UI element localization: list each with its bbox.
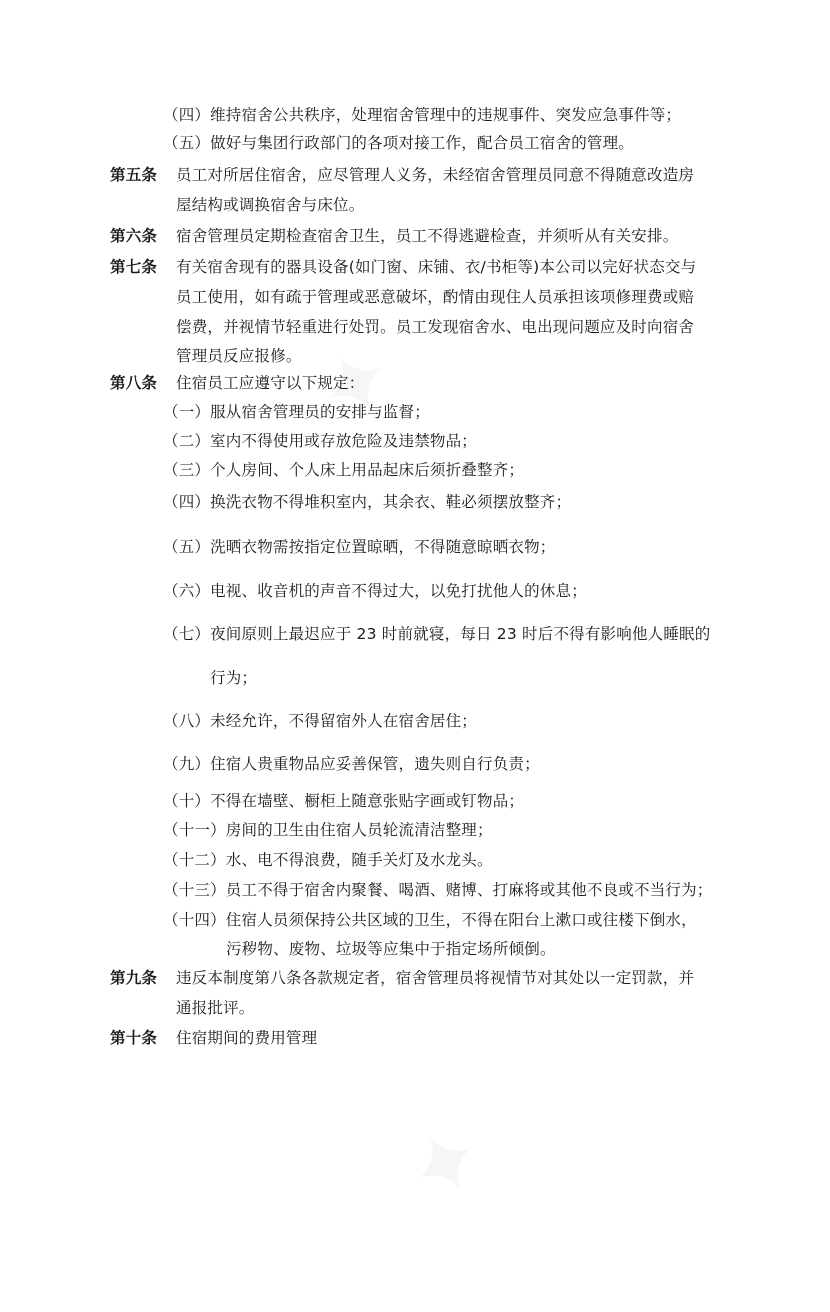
article-line-cont: 通报批评。 — [176, 999, 255, 1017]
clause-line: （五）做好与集团行政部门的各项对接工作，配合员工宿舍的管理。 — [163, 134, 635, 152]
clause-line: （一）服从宿舍管理员的安排与监督； — [163, 403, 430, 421]
clause-line: （十一）房间的卫生由住宿人员轮流清洁整理； — [163, 821, 493, 839]
clause-line: （四）维持宿舍公共秩序，处理宿舍管理中的违规事件、突发应急事件等； — [163, 106, 682, 124]
article-number: 第六条 — [110, 227, 158, 245]
clause-line: （九）住宿人贵重物品应妥善保管，遗失则自行负责； — [163, 755, 540, 773]
clause-line: （十四）住宿人员须保持公共区域的卫生，不得在阳台上漱口或往楼下倒水， — [163, 911, 697, 929]
article-line: 第七条 有关宿舍现有的器具设备(如门窗、床铺、衣/书柜等)本公司以完好状态交与 — [110, 258, 697, 276]
clause-line: （七）夜间原则上最迟应于 23 时前就寝，每日 23 时后不得有影响他人睡眠的 — [163, 625, 711, 643]
clause-line: （十二）水、电不得浪费，随手关灯及水龙头。 — [163, 851, 493, 869]
article-line: 第八条 住宿员工应遵守以下规定： — [110, 374, 365, 392]
article-line-cont: 员工使用，如有疏于管理或恶意破坏，酌情由现住人员承担该项修理费或赔 — [176, 288, 695, 306]
clause-line: （十）不得在墙壁、橱柜上随意张贴字画或钉物品； — [163, 792, 525, 810]
article-line-cont: 管理员反应报修。 — [176, 347, 302, 365]
clause-line: （五）洗晒衣物需按指定位置晾晒，不得随意晾晒衣物； — [163, 538, 556, 556]
article-line-cont: 屋结构或调换宿舍与床位。 — [176, 196, 365, 214]
article-line: 第十条 住宿期间的费用管理 — [110, 1029, 318, 1047]
article-number: 第五条 — [110, 166, 158, 184]
watermark — [387, 1008, 712, 1311]
clause-line: （十三）员工不得于宿舍内聚餐、喝酒、赌博、打麻将或其他不良或不当行为； — [163, 881, 713, 899]
article-number: 第九条 — [110, 969, 158, 987]
article-number: 第八条 — [110, 374, 158, 392]
article-line: 第五条 员工对所居住宿舍，应尽管理人义务，未经宿舍管理员同意不得随意改造房 — [110, 166, 695, 184]
article-line: 第六条 宿舍管理员定期检查宿舍卫生，员工不得逃避检查，并须听从有关安排。 — [110, 227, 679, 245]
clause-line: （三）个人房间、个人床上用品起床后须折叠整齐； — [163, 461, 525, 479]
article-number: 第七条 — [110, 258, 158, 276]
article-number: 第十条 — [110, 1029, 158, 1047]
article-line: 第九条 违反本制度第八条各款规定者，宿舍管理员将视情节对其处以一定罚款，并 — [110, 969, 695, 987]
clause-line: （四）换洗衣物不得堆积室内，其余衣、鞋必须摆放整齐； — [163, 493, 572, 511]
clause-line: （八）未经允许，不得留宿外人在宿舍居住； — [163, 712, 478, 730]
clause-line: （六）电视、收音机的声音不得过大，以免打扰他人的休息； — [163, 582, 587, 600]
clause-line-cont: 行为； — [210, 669, 258, 687]
clause-line: （二）室内不得使用或存放危险及违禁物品； — [163, 432, 478, 450]
article-line-cont: 偿费，并视情节轻重进行处罚。员工发现宿舍水、电出现问题应及时向宿舍 — [176, 318, 695, 336]
clause-line-cont: 污秽物、废物、垃圾等应集中于指定场所倾倒。 — [226, 940, 556, 958]
